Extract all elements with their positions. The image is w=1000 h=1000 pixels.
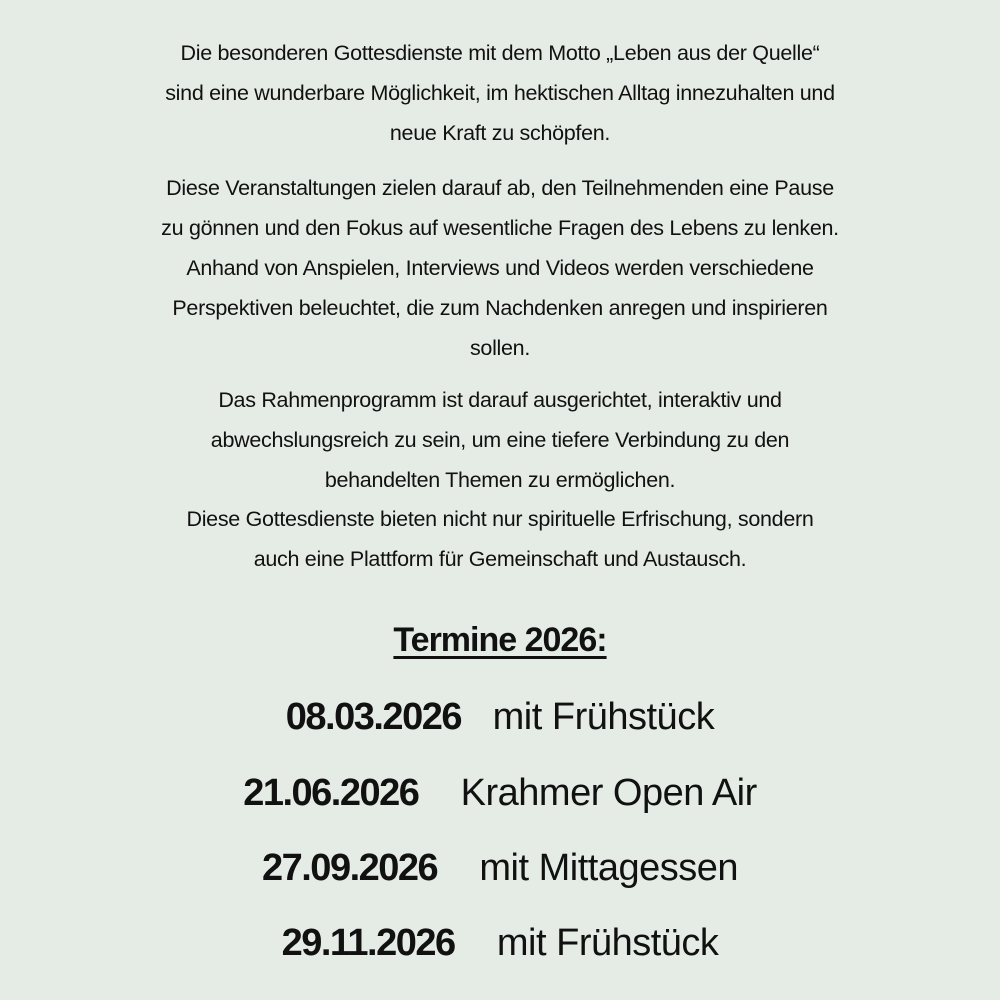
text-line: Perspektiven beleuchtet, die zum Nachdenken anregen und inspirieren <box>172 296 828 320</box>
schedule-row <box>0 768 1000 818</box>
text-line: Die besonderen Gottesdienste mit dem Motto „Leben aus der Quelle“ <box>180 41 820 65</box>
event-date: 21.06.2026 <box>243 772 419 814</box>
text-line: Anhand von Anspielen, Interviews und Videos werden verschiedene <box>186 256 814 280</box>
schedule-heading <box>0 612 1000 668</box>
text-line: behandelten Themen zu ermöglichen. <box>324 468 676 492</box>
event-description: mit Mittagessen <box>479 847 738 889</box>
text-line: Diese Veranstaltungen zielen darauf ab, den Teilnehmenden eine Pause <box>166 176 834 200</box>
event-date: 27.09.2026 <box>261 847 438 889</box>
event-description: mit Frühstück <box>496 922 719 964</box>
intro-paragraph-community <box>30 499 970 579</box>
schedule-heading-text: Termine 2026: <box>393 621 607 659</box>
text-line: auch eine Plattform für Gemeinschaft und Austausch. <box>253 547 747 571</box>
text-line: neue Kraft zu schöpfen. <box>389 121 611 145</box>
schedule-row <box>0 918 1000 968</box>
event-date: 29.11.2026 <box>281 922 455 964</box>
text-line: sind eine wunderbare Möglichkeit, im hektischen Alltag innezuhalten und <box>165 81 835 105</box>
schedule-row <box>0 843 1000 893</box>
event-description: Krahmer Open Air <box>460 772 757 814</box>
text-line: Das Rahmenprogramm ist darauf ausgerichtet, interaktiv und <box>218 388 782 412</box>
intro-paragraph-program <box>30 380 970 500</box>
text-line: Diese Gottesdienste bieten nicht nur spirituelle Erfrischung, sondern <box>186 507 814 531</box>
text-line: zu gönnen und den Fokus auf wesentliche Fragen des Lebens zu lenken. <box>161 216 839 240</box>
text-line: abwechslungsreich zu sein, um eine tiefere Verbindung zu den <box>210 428 790 452</box>
text-line: sollen. <box>469 336 531 360</box>
intro-paragraph-events <box>30 168 970 368</box>
event-description: mit Frühstück <box>492 696 715 738</box>
schedule-row <box>0 692 1000 742</box>
intro-paragraph-motto <box>30 33 970 153</box>
event-date: 08.03.2026 <box>285 696 461 738</box>
